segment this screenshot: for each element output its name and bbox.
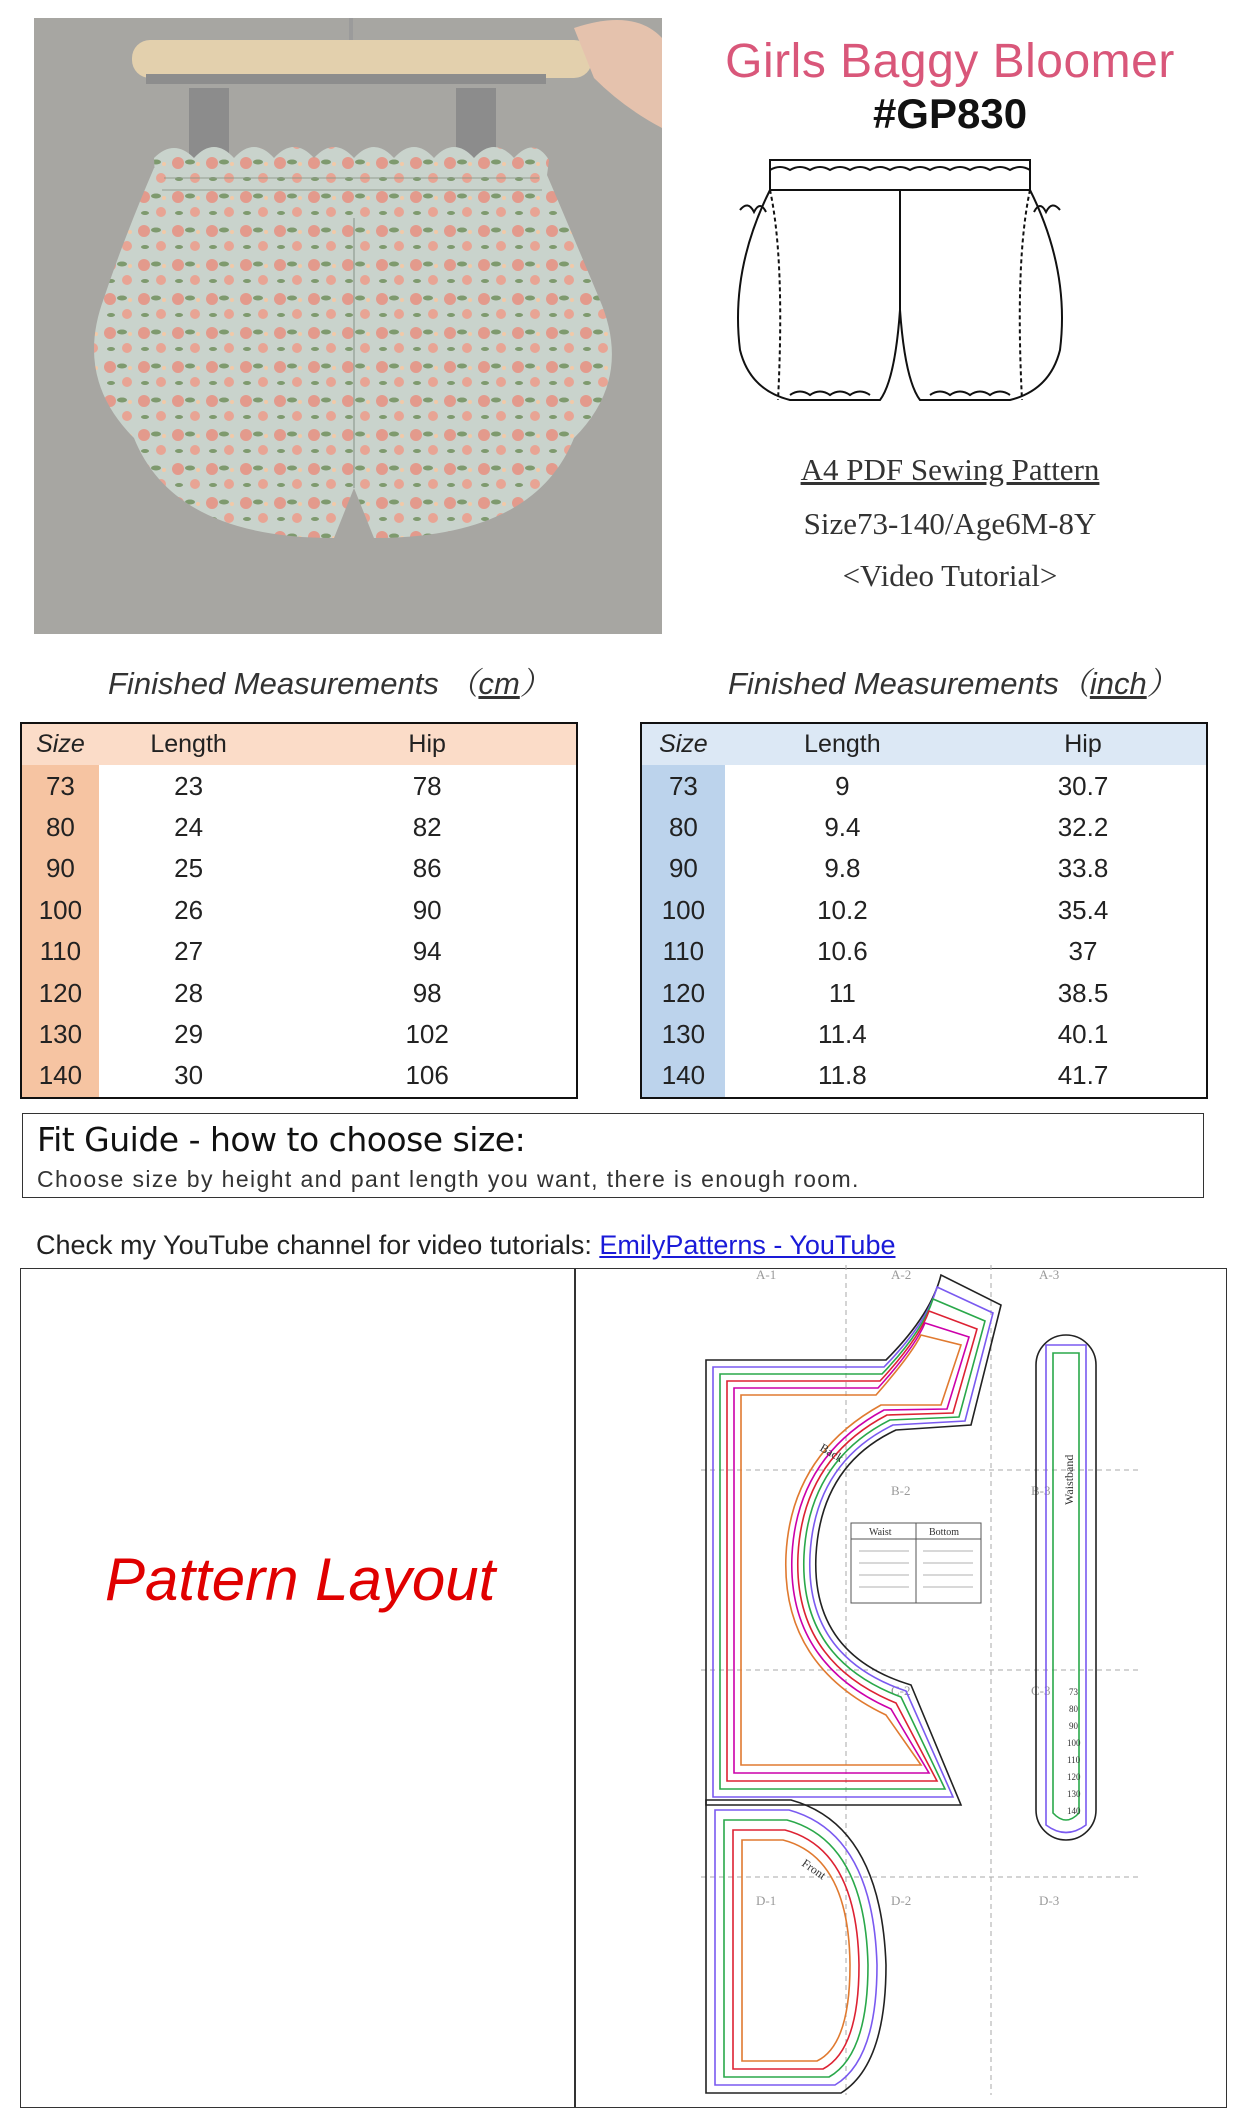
chart-label: Bottom xyxy=(929,1527,960,1538)
grid-label: A-1 xyxy=(756,1267,777,1282)
cm-heading-prefix: Finished Measurements （ xyxy=(108,666,479,701)
size-label: 140 xyxy=(1067,1806,1081,1816)
size-label: 100 xyxy=(1067,1738,1081,1748)
table-row xyxy=(641,1014,1207,1055)
product-code: #GP830 xyxy=(872,90,1028,137)
bloomer-sketch xyxy=(730,150,1070,420)
length-cell: 10.2 xyxy=(817,894,868,925)
pattern-layout-panel xyxy=(20,1268,1227,2108)
inch-heading-prefix: Finished Measurements（ xyxy=(728,666,1090,701)
hip-cell: 90 xyxy=(412,894,442,925)
hip-cell: 35.4 xyxy=(1057,894,1109,925)
grid-label: D-2 xyxy=(891,1893,912,1908)
hip-cell: 102 xyxy=(405,1018,449,1049)
column-header: Size xyxy=(659,730,708,759)
size-cell: 120 xyxy=(641,972,725,1013)
size-cell: 73 xyxy=(21,765,99,806)
table-row xyxy=(21,807,577,848)
size-cell: 140 xyxy=(21,1055,99,1097)
column-header: Length xyxy=(150,730,227,759)
panel-divider xyxy=(574,1269,576,2107)
video-tutorial-label: <Video Tutorial> xyxy=(842,558,1058,593)
piece-label: Waistband xyxy=(1062,1454,1076,1505)
column-header: Length xyxy=(804,730,881,759)
table-row xyxy=(641,848,1207,889)
inch-heading-suffix: ） xyxy=(1146,666,1178,701)
size-cell: 73 xyxy=(641,765,725,806)
size-label: 120 xyxy=(1067,1772,1081,1782)
length-cell: 30 xyxy=(174,1060,204,1091)
grid-label: C-3 xyxy=(1031,1683,1051,1698)
format-label: A4 PDF Sewing Pattern xyxy=(800,452,1100,487)
inch-table-heading xyxy=(728,658,1178,703)
pattern-layout-title: Pattern Layout xyxy=(105,1546,496,1613)
length-cell: 9.4 xyxy=(824,811,861,842)
table-row xyxy=(21,972,577,1013)
size-cell: 130 xyxy=(641,1014,725,1055)
table-row xyxy=(641,765,1207,806)
column-header: Hip xyxy=(408,730,446,759)
table-row xyxy=(21,890,577,931)
size-cell: 110 xyxy=(21,931,99,972)
size-label: 73 xyxy=(1069,1687,1078,1697)
length-cell: 11.8 xyxy=(818,1060,867,1091)
column-header: Size xyxy=(36,730,85,759)
size-label: 90 xyxy=(1069,1721,1078,1731)
length-cell: 9 xyxy=(835,770,850,801)
size-label: 130 xyxy=(1067,1789,1081,1799)
table-row xyxy=(641,972,1207,1013)
table-row xyxy=(641,890,1207,931)
piece-label: Back xyxy=(817,1440,846,1465)
hip-cell: 94 xyxy=(412,936,442,967)
length-cell: 28 xyxy=(174,977,204,1008)
product-title: Girls Baggy Bloomer xyxy=(725,35,1175,88)
piece-label: Front xyxy=(799,1855,829,1883)
hip-cell: 33.8 xyxy=(1057,853,1109,884)
cm-table-heading xyxy=(108,658,551,703)
cm-measurements-table xyxy=(20,722,578,1099)
hip-cell: 40.1 xyxy=(1057,1018,1109,1049)
length-cell: 23 xyxy=(174,770,204,801)
size-cell: 90 xyxy=(641,848,725,889)
grid-label: B-3 xyxy=(1031,1483,1051,1498)
table-row xyxy=(21,931,577,972)
hip-cell: 82 xyxy=(412,811,442,842)
length-cell: 25 xyxy=(174,853,204,884)
hip-cell: 38.5 xyxy=(1057,977,1109,1008)
hip-cell: 30.7 xyxy=(1057,770,1109,801)
fit-guide-title: Fit Guide - how to choose size: xyxy=(37,1120,526,1159)
pattern-layout-diagram xyxy=(701,1265,1141,2095)
cm-heading-unit: cm xyxy=(478,666,520,701)
inch-heading-unit: inch xyxy=(1089,666,1147,701)
size-range-label: Size73-140/Age6M-8Y xyxy=(803,506,1097,541)
inch-measurements-table xyxy=(640,722,1208,1099)
length-cell: 11.4 xyxy=(818,1018,867,1049)
hip-cell: 41.7 xyxy=(1057,1060,1109,1091)
size-cell: 100 xyxy=(21,890,99,931)
table-row xyxy=(641,807,1207,848)
grid-label: B-2 xyxy=(891,1483,911,1498)
hip-cell: 86 xyxy=(412,853,442,884)
size-cell: 100 xyxy=(641,890,725,931)
table-header-row xyxy=(21,723,577,765)
table-row xyxy=(21,1014,577,1055)
length-cell: 26 xyxy=(174,894,204,925)
youtube-link[interactable]: EmilyPatterns - YouTube xyxy=(599,1230,896,1260)
grid-label: A-2 xyxy=(891,1267,912,1282)
size-cell: 140 xyxy=(641,1055,725,1097)
grid-label: C-2 xyxy=(891,1683,911,1698)
length-cell: 24 xyxy=(174,811,204,842)
youtube-line xyxy=(36,1230,895,1261)
size-cell: 80 xyxy=(21,807,99,848)
size-cell: 120 xyxy=(21,972,99,1013)
length-cell: 27 xyxy=(174,936,204,967)
size-cell: 90 xyxy=(21,848,99,889)
hip-cell: 98 xyxy=(412,977,442,1008)
table-row xyxy=(21,765,577,806)
cm-heading-suffix: ） xyxy=(519,666,551,701)
grid-label: A-3 xyxy=(1039,1267,1060,1282)
grid-label: D-1 xyxy=(756,1893,777,1908)
chart-label: Waist xyxy=(869,1527,892,1538)
grid-label: D-3 xyxy=(1039,1893,1060,1908)
table-row xyxy=(21,1055,577,1097)
fit-guide-text: Choose size by height and pant length you want, there is enough room. xyxy=(37,1166,860,1192)
hip-cell: 37 xyxy=(1068,936,1098,967)
size-cell: 130 xyxy=(21,1014,99,1055)
size-label: 110 xyxy=(1067,1755,1081,1765)
size-cell: 80 xyxy=(641,807,725,848)
table-row xyxy=(641,931,1207,972)
product-photo xyxy=(34,18,662,634)
length-cell: 29 xyxy=(174,1018,204,1049)
table-row xyxy=(21,848,577,889)
hip-cell: 106 xyxy=(405,1060,449,1091)
length-cell: 9.8 xyxy=(824,853,861,884)
youtube-prefix: Check my YouTube channel for video tutorials: xyxy=(36,1230,600,1260)
table-row xyxy=(641,1055,1207,1097)
fit-guide-box xyxy=(22,1113,1204,1198)
size-cell: 110 xyxy=(641,931,725,972)
column-header: Hip xyxy=(1064,730,1102,759)
length-cell: 11 xyxy=(828,977,856,1008)
table-header-row xyxy=(641,723,1207,765)
hip-cell: 78 xyxy=(412,770,442,801)
hip-cell: 32.2 xyxy=(1057,811,1109,842)
length-cell: 10.6 xyxy=(817,936,868,967)
size-label: 80 xyxy=(1069,1704,1078,1714)
